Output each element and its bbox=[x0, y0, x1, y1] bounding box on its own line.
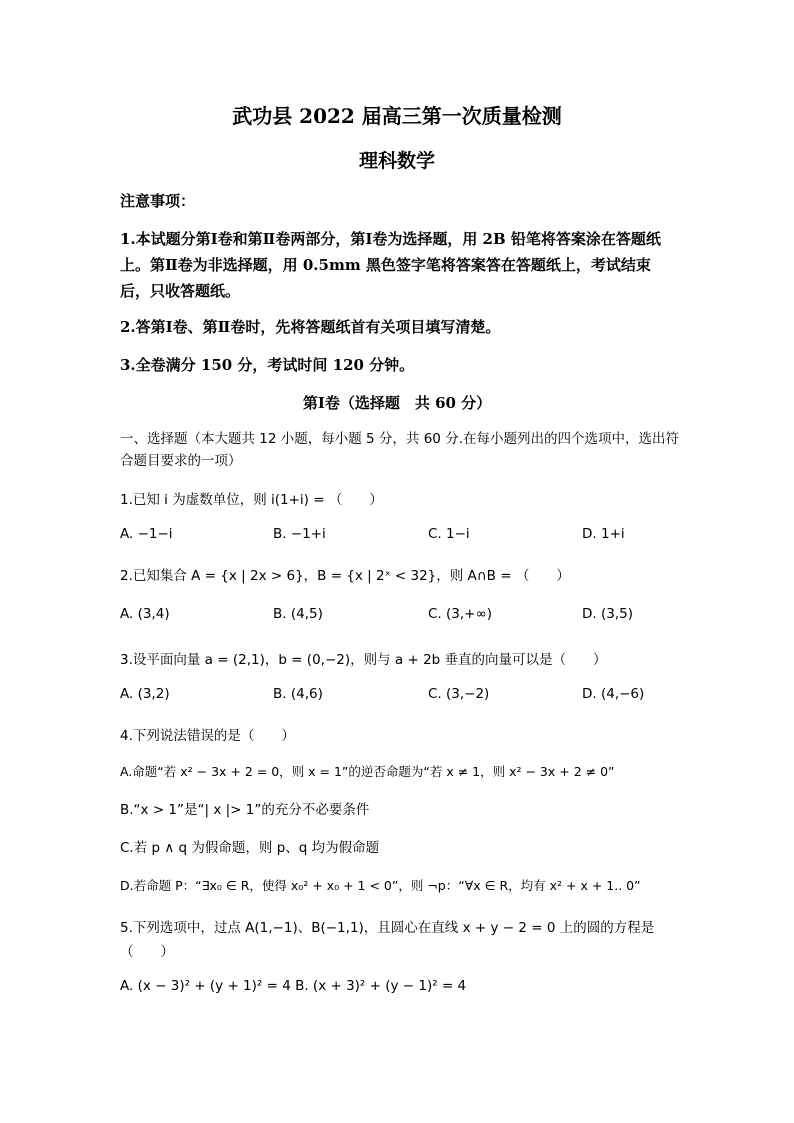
question-1-option-c: C. 1−i bbox=[428, 526, 470, 542]
question-4-option-a: A.命题“若 x² − 3x + 2 = 0，则 x = 1”的逆否命题为“若 x ≠ 1，则 x² − 3x + 2 ≠ 0” bbox=[120, 764, 615, 779]
exam-subtitle: 理科数学 bbox=[358, 150, 435, 172]
section-title: 第Ⅰ卷（选择题 共 60 分） bbox=[302, 394, 492, 412]
question-5-options: A. (x − 3)² + (y + 1)² = 4 B. (x + 3)² + (y − 1)² = 4 bbox=[120, 978, 467, 994]
question-2-option-b: B. (4,5) bbox=[273, 606, 323, 622]
question-3-option-a: A. (3,2) bbox=[120, 686, 170, 702]
question-4-option-b: B.“x > 1”是“| x |> 1”的充分不必要条件 bbox=[120, 802, 370, 818]
question-1-stem: 1.已知 i 为虚数单位，则 i(1+i) = （ ） bbox=[120, 492, 383, 508]
question-4-option-d: D.若命题 P：“∃x₀ ∈ R，使得 x₀² + x₀ + 1 < 0”，则 ¬p：“∀x ∈ R，均有 x² + x + 1.. 0” bbox=[120, 878, 641, 893]
question-2-stem: 2.已知集合 A = {x | 2x > 6}，B = {x | 2ˣ < 32}，则 A∩B = （ ） bbox=[120, 568, 570, 584]
question-5-stem: 5.下列选项中，过点 A(1,−1)、B(−1,1)，且圆心在直线 x + y − 2 = 0 上的圆的方程是（ ） bbox=[120, 920, 655, 960]
notice-item-1: 1.本试题分第Ⅰ卷和第Ⅱ卷两部分，第Ⅰ卷为选择题，用 2B 铅笔将答案涂在答题纸上。第Ⅱ卷为非选择题，用 0.5mm 黑色签字笔将答案答在答题纸上，考试结束后，只收答题纸。 bbox=[120, 230, 661, 300]
question-2-option-c: C. (3,+∞) bbox=[428, 606, 492, 622]
question-4-stem: 4.下列说法错误的是（ ） bbox=[120, 728, 295, 744]
question-3-stem: 3.设平面向量 a = (2,1)，b = (0,−2)，则与 a + 2b 垂直的向量可以是（ ） bbox=[120, 652, 607, 668]
question-2-option-d: D. (3,5) bbox=[582, 606, 633, 622]
question-2-option-a: A. (3,4) bbox=[120, 606, 170, 622]
question-3-option-b: B. (4,6) bbox=[273, 686, 323, 702]
notice-item-3: 3.全卷满分 150 分，考试时间 120 分钟。 bbox=[120, 356, 415, 374]
notice-item-2: 2.答第Ⅰ卷、第Ⅱ卷时，先将答题纸首有关项目填写清楚。 bbox=[120, 318, 501, 336]
question-4-option-c: C.若 p ∧ q 为假命题，则 p、q 均为假命题 bbox=[120, 840, 380, 856]
question-1-option-a: A. −1−i bbox=[120, 526, 173, 542]
question-3-option-d: D. (4,−6) bbox=[582, 686, 645, 702]
question-3-option-c: C. (3,−2) bbox=[428, 686, 490, 702]
question-1-option-b: B. −1+i bbox=[273, 526, 326, 542]
exam-title: 武功县 2022 届高三第一次质量检测 bbox=[232, 104, 562, 128]
section-intro: 一、选择题（本大题共 12 小题，每小题 5 分，共 60 分.在每小题列出的四个选项中，选出符合题目要求的一项） bbox=[120, 431, 679, 469]
notice-heading: 注意事项： bbox=[120, 192, 196, 210]
question-1-option-d: D. 1+i bbox=[582, 526, 625, 542]
